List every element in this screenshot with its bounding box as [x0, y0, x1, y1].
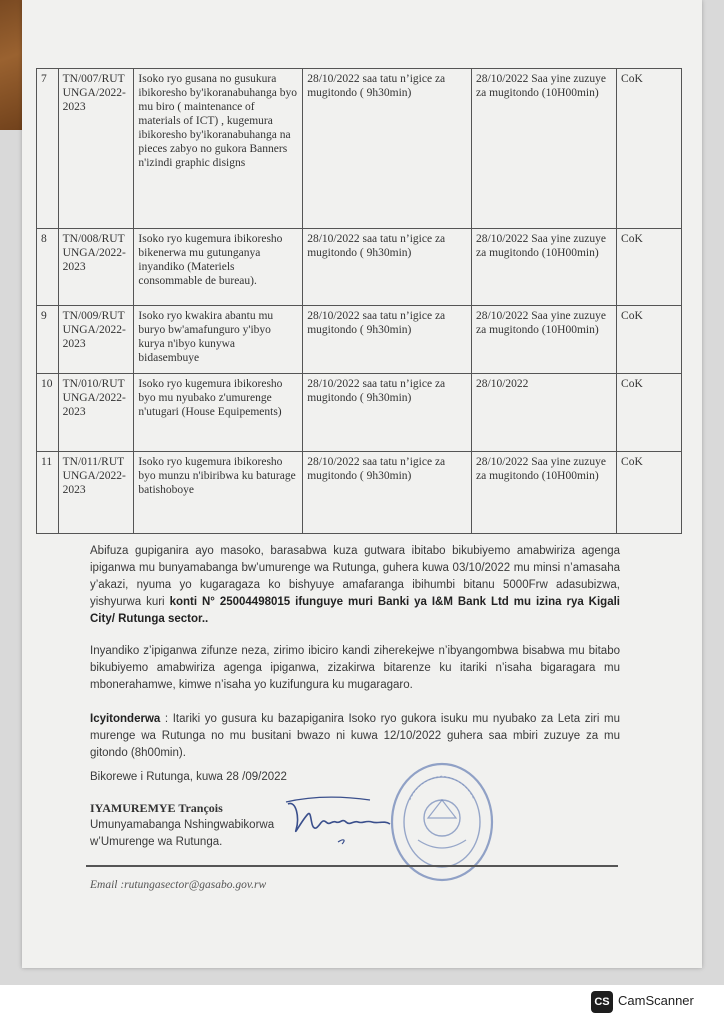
tender-reference: TN/010/RUTUNGA/2022-2023	[58, 374, 134, 452]
opening-time: 28/10/2022 saa tatu n’igice za mugitondo ( 9h30min)	[303, 452, 472, 534]
tender-table	[36, 68, 682, 534]
tender-reference: TN/011/RUTUNGA/2022-2023	[58, 452, 134, 534]
closing-time: 28/10/2022 Saa yine zuzuye za mugitondo (10H00min)	[472, 229, 617, 306]
tender-description: Isoko ryo kugemura ibikoresho byo munzu n'ibiribwa ku baturage batishoboye	[134, 452, 303, 534]
venue: CoK	[617, 452, 682, 534]
signatory-office: w’Umurenge wa Rutunga.	[90, 836, 223, 848]
tender-description: Isoko ryo kugemura ibikoresho byo mu nyubako z'umurenge n'utugari (House Equipements)	[134, 374, 303, 452]
camscanner-watermark: CamScanner	[618, 993, 694, 1008]
opening-time: 28/10/2022 saa tatu n’igice za mugitondo ( 9h30min)	[303, 306, 472, 374]
opening-time: 28/10/2022 saa tatu n’igice za mugitondo ( 9h30min)	[303, 229, 472, 306]
tender-description: Isoko ryo kugemura ibikoresho bikenerwa mu gutunganya inyandiko (Materiels consommable de bureau).	[134, 229, 303, 306]
bank-account-details: konti N° 25004498015 ifunguye muri Banki ya I&M Bank Ltd mu izina rya Kigali City/ Rutunga sector	[90, 596, 620, 625]
venue: CoK	[617, 69, 682, 229]
closing-time: 28/10/2022 Saa yine zuzuye za mugitondo (10H00min)	[472, 69, 617, 229]
row-number: 11	[37, 452, 59, 534]
opening-time: 28/10/2022 saa tatu n’igice za mugitondo ( 9h30min)	[303, 69, 472, 229]
table-row	[37, 229, 682, 306]
note-text: : Itariki yo gusura ku bazapiganira Isoko ryo gukora isuku mu nyubako za Leta ziri mu murenge wa Rutunga no mu busitani bwazo ni kuwa 12/10/2022 guhera saa mbiri zuzuye za mu gitondo (8h00min).	[90, 713, 620, 759]
venue: CoK	[617, 229, 682, 306]
table-row	[37, 69, 682, 229]
closing-time: 28/10/2022 Saa yine zuzuye za mugitondo (10H00min)	[472, 452, 617, 534]
note-label: Icyitonderwa	[90, 713, 161, 725]
submission-instructions: Inyandiko z’ipiganwa zifunze neza, zirimo ibiciro kandi ziherekejwe n’ibyangombwa bisabwa mu bitabo bikubiyemo amabwiriza agenga ipiganwa, zizakirwa bitarenze ku itariki n’isaha bigaragara mu mbonerahamwe, kimwe n’isaha yo kuzifungura ku mugaragaro.	[90, 645, 620, 691]
signatory-title: Umunyamabanga Nshingwabikorwa	[90, 819, 275, 831]
signatory-name: IYAMUREMYE Trançois	[90, 801, 223, 815]
table-row	[37, 306, 682, 374]
camscanner-logo-icon: CS	[591, 991, 613, 1013]
footer-email: Email :rutungasector@gasabo.gov.rw	[90, 879, 267, 891]
table-row	[37, 452, 682, 534]
tender-reference: TN/007/RUTUNGA/2022-2023	[58, 69, 134, 229]
row-number: 8	[37, 229, 59, 306]
venue: CoK	[617, 374, 682, 452]
table-row	[37, 374, 682, 452]
instructions-text: Abifuza gupiganira ayo masoko, barasabwa kuza gutwara ibitabo bikubiyemo amabwiriza agenga ipiganwa mu bunyamabanga bw’umurenge wa Rutunga, guhera kuwa 03/10/2022 mu minsi n’amasaha y’akazi, nyuma yo kugaragaza ko bishyuye amafaranga ibihumbi bitanu 5000Frw adasubizwa, yishyurwa kuri	[90, 545, 620, 608]
row-number: 9	[37, 306, 59, 374]
row-number: 10	[37, 374, 59, 452]
tender-reference: TN/008/RUTUNGA/2022-2023	[58, 229, 134, 306]
footer-divider	[86, 865, 618, 867]
closing-time: 28/10/2022 Saa yine zuzuye za mugitondo (10H00min)	[472, 306, 617, 374]
tender-description: Isoko ryo gusana no gusukura ibikoresho by'ikoranabuhanga byo mu biro ( maintenance of materials of ICT) , kugemura ibikoresho by'ikoranabuhanga na pieces zabyo no gukora Banners n'izindi graphic disigns	[134, 69, 303, 229]
instructions-end: ..	[201, 613, 209, 625]
opening-time: 28/10/2022 saa tatu n’igice za mugitondo ( 9h30min)	[303, 374, 472, 452]
collection-instructions	[90, 543, 620, 628]
site-visit-note	[90, 711, 620, 762]
tender-reference: TN/009/RUTUNGA/2022-2023	[58, 306, 134, 374]
place-and-date: Bikorewe i Rutunga, kuwa 28 /09/2022	[90, 771, 287, 783]
venue: CoK	[617, 306, 682, 374]
tender-description: Isoko ryo kwakira abantu mu buryo bw'amafunguro y'ibyo kurya n'ibyo kunywa bidasembuye	[134, 306, 303, 374]
signatory-block	[90, 800, 390, 851]
row-number: 7	[37, 69, 59, 229]
closing-time: 28/10/2022	[472, 374, 617, 452]
